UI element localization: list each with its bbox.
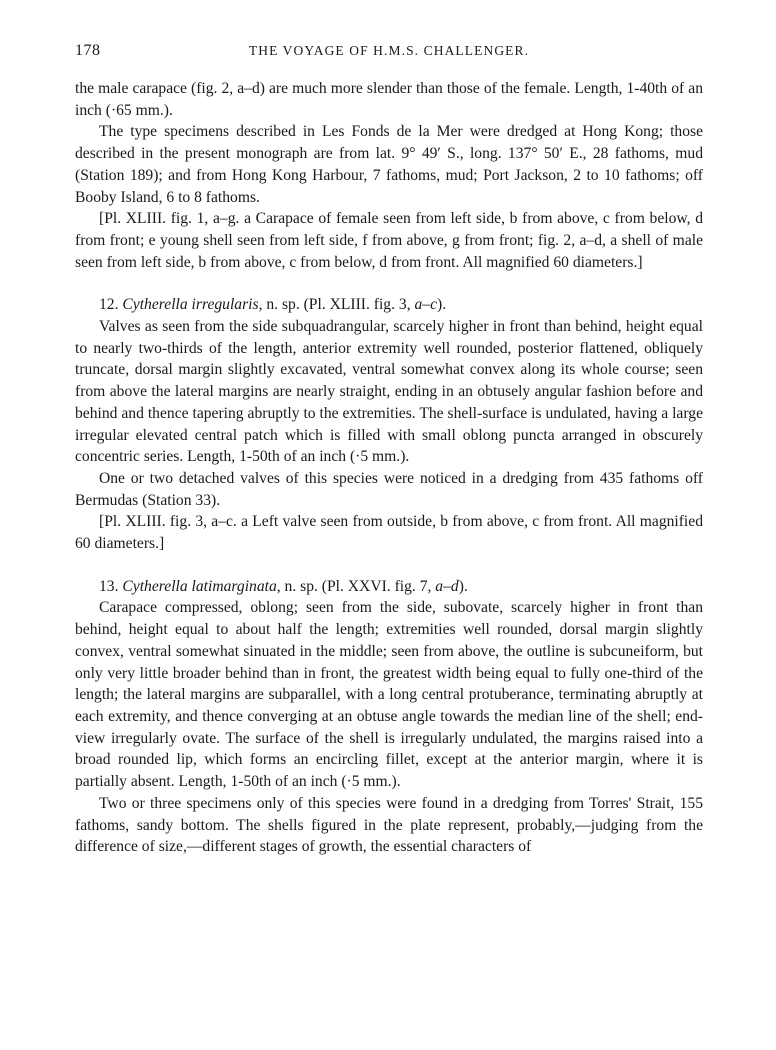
running-head: [75, 42, 703, 68]
species-number: 12.: [99, 296, 119, 314]
running-title: THE VOYAGE OF H.M.S. CHALLENGER.: [248, 43, 530, 58]
species-12-description: Valves as seen from the side subquadrangular, scarcely higher in front than behind, height equal to nearly two-thirds of the length, anterior extremity well rounded, posterior flattened, obliquely truncate, dorsal margin slightly excavated, ventral somewhat convex along its whole course; seen from above the lateral margins are nearly straight, ending in an obtusely angular fashion before and behind and thence tapering abruptly to the extremities. The shell-surface is undulated, having a large irregular elevated central patch which is filled with small oblong puncta arranged in obscurely concentric series. Length, 1-50th of an inch (·5 mm.).: [75, 318, 703, 466]
species-name: Cytherella irregularis: [122, 296, 259, 314]
paragraph-type-specimens: The type specimens described in Les Fonds de la Mer were dredged at Hong Kong; those described in the present monograph are from lat. 9° 49′ S., long. 137° 50′ E., 28 fathoms, mud (Station 189); and from Hong Kong Harbour, 7 fathoms, mud; Port Jackson, 2 to 10 fathoms; off Booby Island, 6 to 8 fathoms.: [75, 123, 703, 206]
species-figure-letters: a–d: [435, 577, 459, 595]
paragraph-continuation: the male carapace (fig. 2, a–d) are much more slender than those of the female. Length, 1-40th of an inch (·65 mm.).: [75, 80, 703, 119]
plate-reference-2: [Pl. XLIII. fig. 3, a–c. a Left valve seen from outside, b from above, c from front. All magnified 60 diameters.]: [75, 513, 703, 553]
species-13-occurrence: Two or three specimens only of this species were found in a dredging from Torres' Strait, 155 fathoms, sandy bottom. The shells figured in the plate represent, probably,—judging from the difference of size,—different stages of growth, the essential characters of: [75, 794, 703, 856]
page-body: [75, 42, 703, 858]
species-heading-text: , n. sp. (Pl. XLIII. fig. 3,: [258, 296, 415, 314]
species-12-occurrence: One or two detached valves of this species were noticed in a dredging from 435 fathoms off Bermudas (Station 33).: [75, 469, 703, 509]
species-heading-text: , n. sp. (Pl. XXVI. fig. 7,: [276, 577, 436, 595]
section-gap: [75, 555, 703, 576]
species-heading-close: ).: [437, 296, 447, 314]
species-name: Cytherella latimarginata: [122, 577, 277, 595]
page-number: 178: [75, 42, 101, 59]
species-13-description: Carapace compressed, oblong; seen from the side, subovate, scarcely higher in front than behind, height equal to about half the length; extremities well rounded, dorsal margin slightly convex, ventral somewhat sinuated in the middle; seen from above, the outline is subcuneiform, but only very little broader behind than in front, the greatest width being equal to fully one-third of the length; the lateral margins are subparallel, with a long central protuberance, terminating abruptly at each extremity, and thence converging at an obtuse angle towards the median line of the shell; end-view irregularly ovate. The surface of the shell is irregularly undulated, the margins raised into a broad rounded lip, which forms an encircling fillet, except at the anterior margin, where it is partially absent. Length, 1-50th of an inch (·5 mm.).: [75, 599, 703, 791]
species-heading-12: [75, 294, 703, 316]
species-heading-13: [75, 576, 703, 598]
section-gap: [75, 273, 703, 294]
plate-reference-1: [Pl. XLIII. fig. 1, a–g. a Carapace of female seen from left side, b from above, c from below, d from front; e young shell seen from left side, f from above, g from front; fig. 2, a–d, a shell of male seen from left side, b from above, c from below, d from front. All magnified 60 diameters.]: [75, 210, 703, 271]
species-number: 13.: [99, 577, 119, 595]
species-heading-close: ).: [458, 577, 468, 595]
species-figure-letters: a–c: [414, 296, 438, 314]
